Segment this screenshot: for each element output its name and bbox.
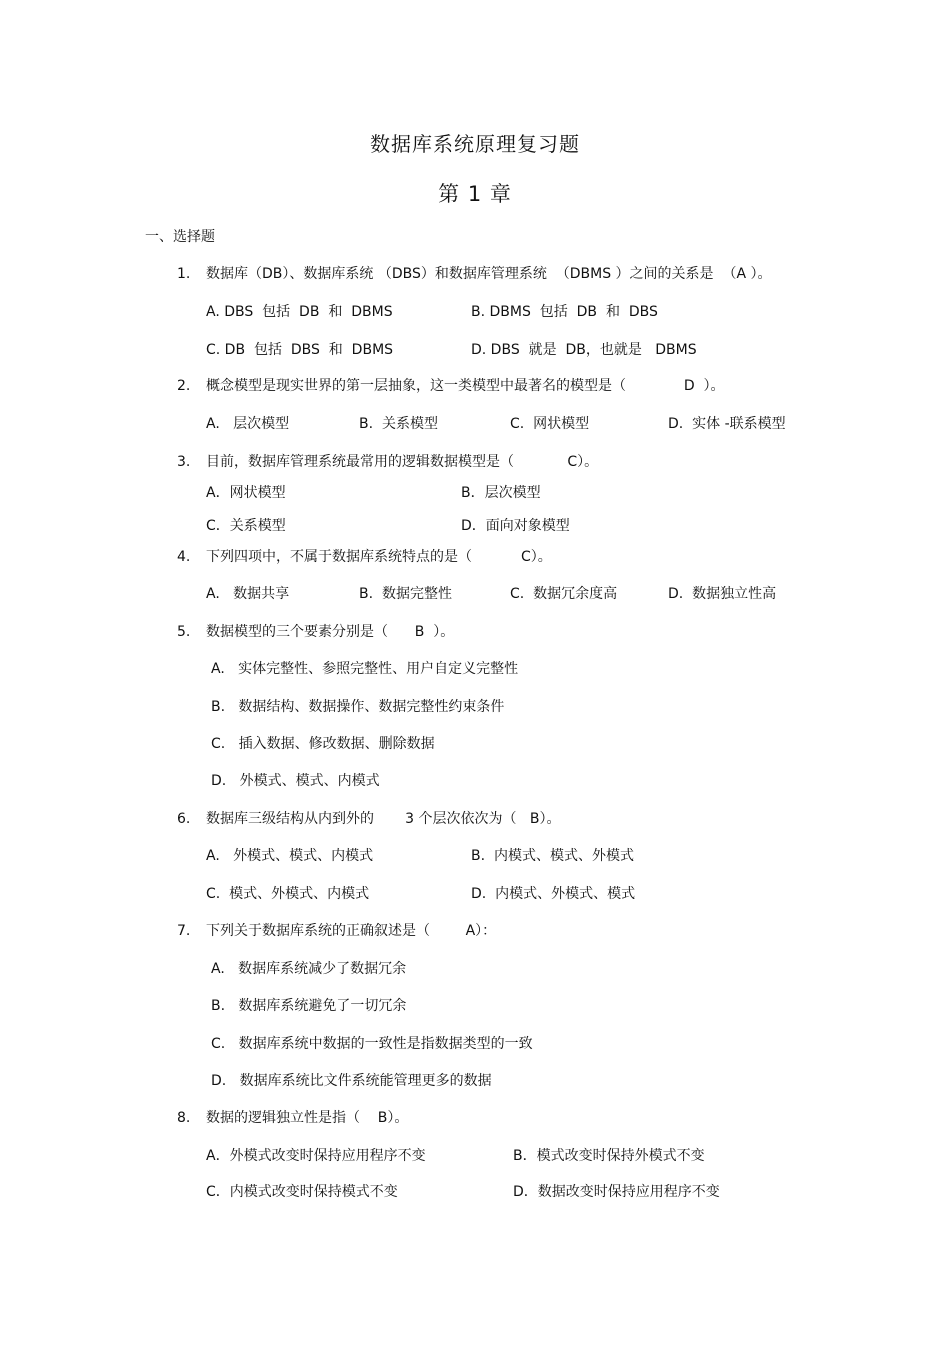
option-a: A．网状模型 (206, 485, 286, 501)
option-c: C. DB 包括 DBS 和 DBMS (206, 342, 394, 358)
option-b: B. 数据完整性 (359, 586, 452, 602)
option-d: D．面向对象模型 (461, 518, 570, 534)
option-b: B. 关系模型 (359, 416, 438, 432)
option-d: D. 内模式、外模式、模式 (471, 886, 636, 902)
option-c: C. 数据冗余度高 (510, 586, 618, 602)
option-a: A. 数据库系统减少了数据冗余 (211, 961, 407, 977)
question-number: 5. (177, 624, 191, 640)
question-number: 8. (177, 1110, 191, 1126)
document-title: 数据库系统原理复习题 (370, 132, 580, 156)
section-heading: 一、选择题 (145, 229, 215, 245)
question-text: 下列关于数据库系统的正确叙述是（ A）： (206, 923, 497, 939)
question-text: 数据的逻辑独立性是指（ B）。 (206, 1110, 409, 1126)
option-a: A. 外模式、模式、内模式 (206, 848, 374, 864)
option-d: D. 外模式、模式、内模式 (211, 773, 380, 789)
question-number: 2. (177, 378, 191, 394)
option-c: C. 模式、外模式、内模式 (206, 886, 370, 902)
option-b: B. 数据库系统避免了一切冗余 (211, 998, 407, 1014)
option-a: A．外模式改变时保持应用程序不变 (206, 1148, 426, 1164)
option-a: A. 实体完整性、参照完整性、用户自定义完整性 (211, 661, 519, 677)
question-text: 概念模型是现实世界的第一层抽象，这一类模型中最著名的模型是（ D ）。 (206, 378, 725, 394)
option-a: A. 数据共享 (206, 586, 290, 602)
question-number: 7. (177, 923, 191, 939)
question-number: 4. (177, 549, 191, 565)
option-b: B．模式改变时保持外模式不变 (513, 1148, 705, 1164)
option-c: C. 数据库系统中数据的一致性是指数据类型的一致 (211, 1036, 533, 1052)
option-b: B. DBMS 包括 DB 和 DBS (471, 304, 658, 320)
question-number: 6. (177, 811, 191, 827)
question-number: 3. (177, 454, 191, 470)
option-a: A. 层次模型 (206, 416, 290, 432)
chapter-heading: 第 1 章 (438, 182, 512, 206)
option-d: D．数据改变时保持应用程序不变 (513, 1184, 720, 1200)
question-number: 1. (177, 266, 191, 282)
option-d: D. DBS 就是 DB，也就是 DBMS (471, 342, 697, 358)
question-text: 目前，数据库管理系统最常用的逻辑数据模型是（ C）。 (206, 454, 599, 470)
option-c: C．内模式改变时保持模式不变 (206, 1184, 398, 1200)
option-c: C. 插入数据、修改数据、删除数据 (211, 736, 435, 752)
option-a: A. DBS 包括 DB 和 DBMS (206, 304, 393, 320)
option-d: D. 数据独立性高 (668, 586, 777, 602)
option-b: B. 数据结构、数据操作、数据完整性约束条件 (211, 699, 505, 715)
question-text: 数据库（DB）、数据库系统 （DBS）和数据库管理系统 （DBMS ）之间的关系是 （A ）。 (206, 266, 772, 282)
option-b: B. 内模式、模式、外模式 (471, 848, 634, 864)
option-d: D. 数据库系统比文件系统能管理更多的数据 (211, 1073, 492, 1089)
question-text: 数据库三级结构从内到外的 3 个层次依次为（ B）。 (206, 811, 561, 827)
question-text: 数据模型的三个要素分别是（ B ）。 (206, 624, 455, 640)
option-d: D. 实体 -联系模型 (668, 416, 786, 432)
option-c: C．关系模型 (206, 518, 286, 534)
question-text: 下列四项中，不属于数据库系统特点的是（ C）。 (206, 549, 552, 565)
option-c: C. 网状模型 (510, 416, 590, 432)
option-b: B．层次模型 (461, 485, 541, 501)
